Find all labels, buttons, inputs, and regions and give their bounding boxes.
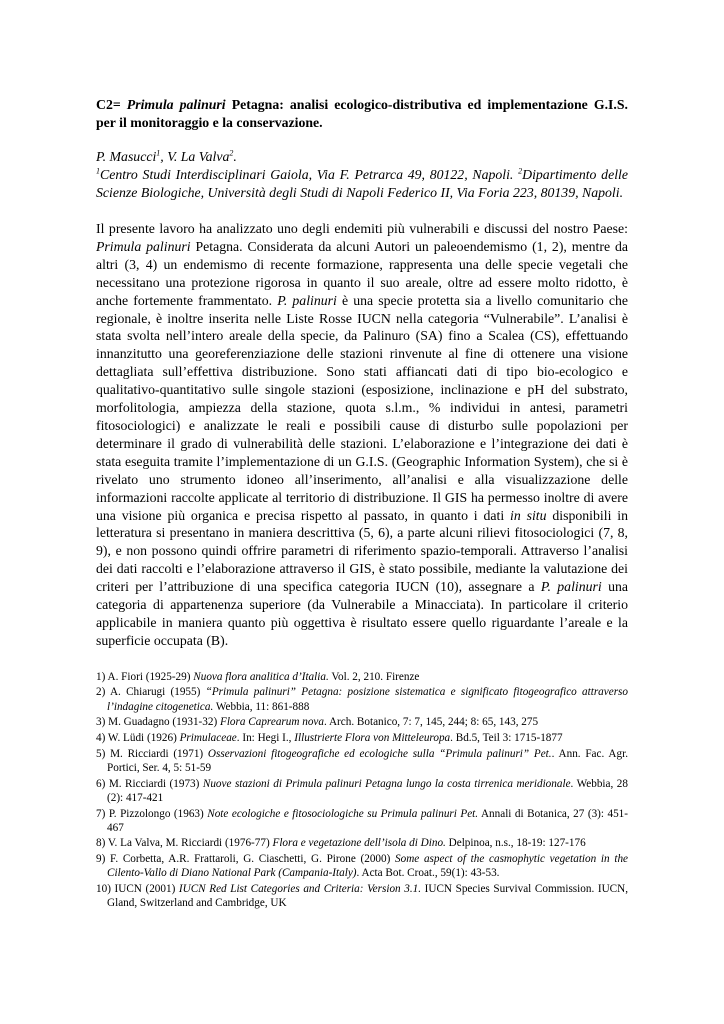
reference-source: . Webbia, 28 (2): 417-421 xyxy=(107,777,628,804)
reference-title: Some aspect of the casmophytic vegetation in the Cilento-Vallo di Diano National Park (Campania-Italy) xyxy=(107,853,628,880)
reference-item xyxy=(96,685,628,713)
reference-source: . In: Hegi I., xyxy=(236,732,295,745)
reference-source: Webbia, 11: 861-888 xyxy=(213,700,310,713)
reference-title: Flora Caprearum nova xyxy=(219,716,324,729)
reference-author: 10) IUCN (2001) xyxy=(96,883,179,896)
reference-item xyxy=(96,670,628,684)
reference-author: 1) A. Fiori (1925-29) xyxy=(96,670,194,683)
reference-source: IUCN Species Survival Commission. IUCN, Gland, Switzerland and Cambridge, UK xyxy=(107,883,628,910)
reference-author: 9) F. Corbetta, A.R. Frattaroli, G. Ciaschetti, G. Pirone (2000) xyxy=(96,853,396,866)
reference-source: . Arch. Botanico, 7: 7, 145, 244; 8: 65, 143, 275 xyxy=(323,716,539,729)
author-2-sup: 2 xyxy=(229,148,234,158)
affil-1-sup: 1 xyxy=(96,166,100,176)
reference-title: Note ecologiche e fitosociologiche su Primula palinuri Pet. xyxy=(207,807,479,820)
reference-item xyxy=(96,715,628,729)
references-list xyxy=(96,670,628,911)
reference-title: Flora e vegetazione dell’isola di Dino. xyxy=(272,837,446,850)
reference-title-2: Illustrierte Flora von Mitteleuropa xyxy=(294,732,451,745)
abstract-text-3: è una specie protetta sia a livello comunitario che regionale, è inoltre inserita nelle Liste Rosse IUCN nella categoria “Vulnerabile”. L’analisi è stata svolta nell’intero areale della specie, da Palinuro (SA) fino a Scalea (CS), effettuando innanzitutto una georeferenziazione delle stazioni rinvenute al fine di ottenere una visione dettagliata sull’effettiva distribuzione. Sono stati affiancati dati di tipo bio-ecologico e qualitativo-quantitativo sulle singole stazioni (esposizione, inclinazione e pH del substrato, morfolitologia, ampiezza della stazione, quota s.l.m., % individui in antesi, parametri fitosociologici) e analizzate le reali e possibili cause di disturbo sulle popolazioni per determinare il grado di vulnerabilità delle stazioni. L’elaborazione e l’integrazione dei dati è stata eseguita tramite l’implementazione di un G.I.S. (Geographic Information System), che si è rivelato uno strumento idoneo all’inserimento, all’analisi e alla visualizzazione delle informazioni raccolte applicate al territorio di distribuzione. Il GIS ha permesso inoltre di avere una visione più organica e precisa rispetto al passato, in quanto i dati xyxy=(96,292,628,523)
reference-item xyxy=(96,731,628,745)
reference-title: Nuova flora analitica d’Italia. xyxy=(193,670,329,683)
abstract-text-2: Petagna. Considerata da alcuni Autori un paleoendemismo (1, 2), mentre da altri (3, 4) un endemismo di recente formazione, rappresenta una delle specie vegetali che necessitano una protezione rigorosa in quanto il suo areale, oltre ad essere molto ridotto, è anche fortemente frammentato. xyxy=(96,238,629,308)
abstract-italic-4: P. palinuri xyxy=(540,579,602,595)
reference-source: . Ann. Fac. Agr. Portici, Ser. 4, 5: 51-59 xyxy=(107,747,628,774)
reference-title: “Primula palinuri” Petagna: posizione sistematica e significato fitogeografico attraverso l’indagine citogenetica. xyxy=(107,686,629,713)
reference-title: IUCN Red List Categories and Criteria: Version 3.1. xyxy=(178,883,422,896)
abstract-text-4: disponibili in letteratura si presentano in maniera descrittiva (5, 6), a parte alcuni rilievi fitosociologici (7, 8, 9), e non possono quindi offrire parametri di riferimento spazio-temporali. Attraverso l’analisi dei dati raccolti e l’elaborazione attraverso il GIS, è stato possibile, mediante la valutazione dei criteri per l’attribuzione di una specifica categoria IUCN (10), assegnare a xyxy=(96,507,628,595)
reference-author: 8) V. La Valva, M. Ricciardi (1976-77) xyxy=(96,837,273,850)
reference-author: 6) M. Ricciardi (1973) xyxy=(96,777,203,790)
reference-item xyxy=(96,777,628,805)
reference-item xyxy=(96,852,628,880)
author-1-sup: 1 xyxy=(156,148,161,158)
reference-item xyxy=(96,882,628,910)
reference-author: 5) M. Ricciardi (1971) xyxy=(96,747,208,760)
author-1: P. Masucci xyxy=(96,149,157,164)
authors-end: . xyxy=(233,149,237,164)
abstract-text-5: una categoria di appartenenza superiore (da Vulnerabile a Minacciata). In particolare il criterio applicabile in maniera quanto più oggettiva è risultato essere quello riguardante l’areale e la superficie occupata (B). xyxy=(96,579,629,648)
authors xyxy=(96,148,628,166)
reference-source: Vol. 2, 210. Firenze xyxy=(328,670,420,683)
title-species: Primula palinuri xyxy=(126,97,226,112)
reference-title: Nuove stazioni di Primula palinuri Petagna lungo la costa tirrenica meridionale xyxy=(202,777,571,790)
reference-author: 2) A. Chiarugi (1955) xyxy=(96,686,206,699)
reference-item xyxy=(96,836,628,850)
reference-source: . Acta Bot. Croat., 59(1): 43-53. xyxy=(356,867,500,880)
abstract-text-1: Il presente lavoro ha analizzato uno degli endemiti più vulnerabili e discussi del nostro Paese: xyxy=(96,221,628,236)
title-rest: Petagna: analisi ecologico-distributiva ed implementazione G.I.S. per il monitoraggio e la conservazione. xyxy=(96,97,628,130)
author-2: , V. La Valva xyxy=(160,149,230,164)
abstract-paragraph xyxy=(96,220,628,650)
title-prefix: C2= xyxy=(96,97,127,112)
affiliation-1: Centro Studi Interdisciplinari Gaiola, Via F. Petrarca 49, 80122, Napoli. xyxy=(100,167,519,182)
abstract-italic-2: P. palinuri xyxy=(277,292,337,308)
reference-author: 3) M. Guadagno (1931-32) xyxy=(96,716,220,729)
affiliations xyxy=(96,166,628,202)
reference-title: Primulaceae xyxy=(179,732,237,745)
reference-source: Annali di Botanica, 27 (3): 451-467 xyxy=(107,807,628,834)
reference-author: 4) W. Lüdi (1926) xyxy=(96,732,180,745)
abstract-italic-1: Primula palinuri xyxy=(96,238,191,254)
page-title xyxy=(96,96,628,132)
abstract-italic-3: in situ xyxy=(510,507,547,523)
reference-title: Osservazioni fitogeografiche ed ecologiche sulla “Primula palinuri” Pet. xyxy=(207,747,552,760)
reference-item xyxy=(96,747,628,775)
affil-2-sup: 2 xyxy=(518,166,523,176)
affiliation-2: Dipartimento delle Scienze Biologiche, Università degli Studi di Napoli Federico II, Via Foria 223, 80139, Napoli. xyxy=(96,167,628,200)
reference-item xyxy=(96,807,628,835)
reference-source: Delpinoa, n.s., 18-19: 127-176 xyxy=(445,837,586,850)
reference-author: 7) P. Pizzolongo (1963) xyxy=(96,807,208,820)
reference-source-2: . Bd.5, Teil 3: 1715-1877 xyxy=(450,732,563,745)
